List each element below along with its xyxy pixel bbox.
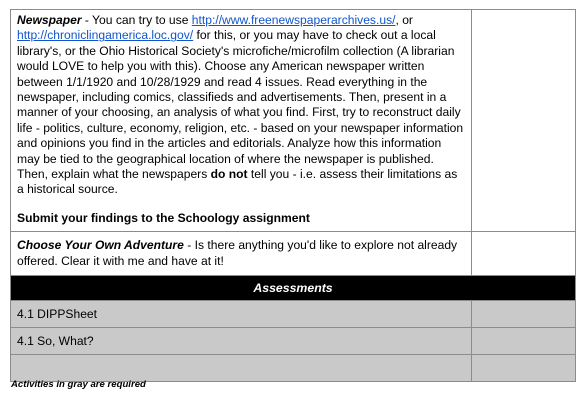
submit-instruction: Submit your findings to the Schoology assignment [17,210,310,225]
assessment-item: 4.1 So, What? [11,328,472,355]
newspaper-bold-do-not: do not [210,167,248,182]
chroniclingamerica-link[interactable]: http://chroniclingamerica.loc.gov/ [17,28,194,43]
newspaper-tail: tell you - i.e. assess their limitations as a historical source. [17,167,458,197]
assessments-header: Assessments [11,276,576,301]
newspaper-body: for this, or you may have to check out a local library's, or the Ohio Historical Society's microfiche/microfilm collection (A librarian would LOVE to help you with this). Choose any American newspaper written between 1/1/1920 and 10/28/1929 and read 4 issues. Read everything in the newspaper, including comics, classifieds and advertisements. Then, present in a manner of your choosing, an analysis of what you find. First, try to reconstruct daily life - politics, culture, economy, religion, etc. - based on your newspaper information and opinions you find in the articles and editorials. Analyze how this information may be tied to the geographical location of where the newspaper is published. Then, explain what the newspapers [17,28,464,182]
newspaper-or: , or [395,13,413,27]
choose-side-cell [471,232,575,276]
newspaper-row [11,10,576,232]
choose-cell [11,232,472,276]
assessment-side-cell [471,301,575,328]
assessment-row [11,301,576,328]
freenewspaperarchives-link[interactable]: http://www.freenewspaperarchives.us/ [191,13,396,27]
choose-row [11,232,576,276]
activities-table [10,9,576,382]
assessment-item [11,355,472,382]
newspaper-intro: - You can try to use [81,13,192,27]
assessment-row [11,355,576,382]
assessment-side-cell [471,328,575,355]
assessments-header-row [11,276,576,301]
choose-title: Choose Your Own Adventure [17,238,184,253]
assessment-row [11,328,576,355]
assessment-side-cell [471,355,575,382]
choose-body: - Is there anything you'd like to explore not already offered. Clear it with me and have at it! [17,238,458,268]
newspaper-side-cell [471,10,575,232]
newspaper-cell [11,10,472,232]
footnote: Activities in gray are required [11,379,146,390]
assessment-item: 4.1 DIPPSheet [11,301,472,328]
newspaper-title: Newspaper [17,13,82,27]
